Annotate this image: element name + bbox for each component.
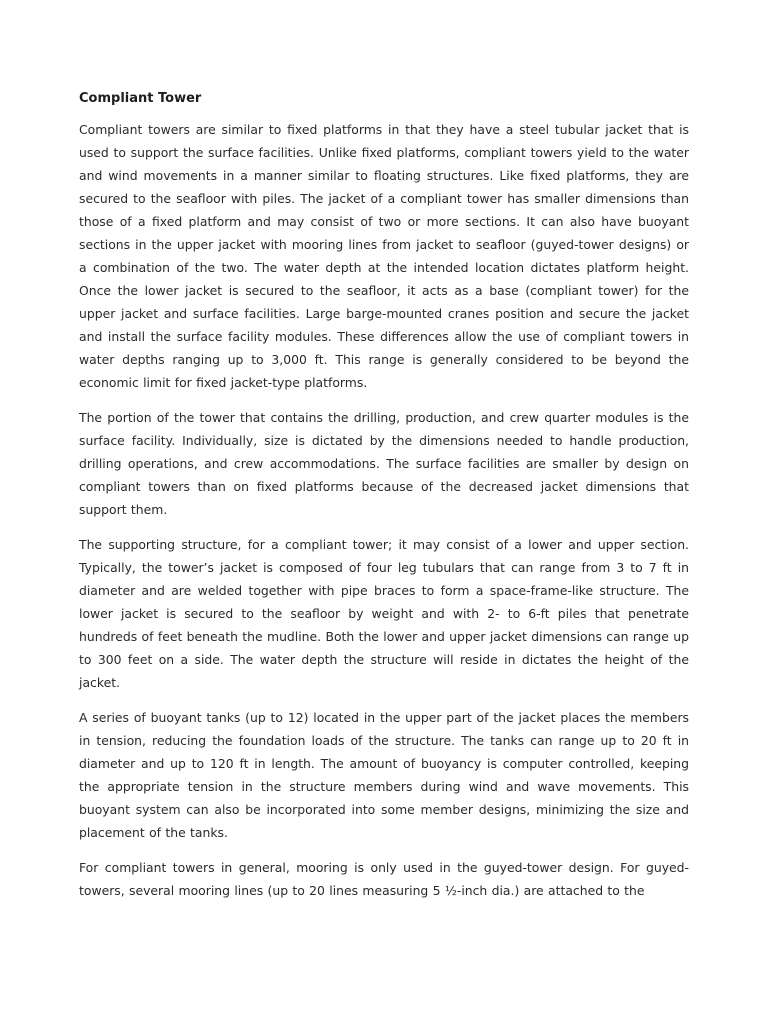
document-page (79, 87, 689, 914)
paragraph-1: Compliant towers are similar to fixed platforms in that they have a steel tubular jacket that is used to support the surface facilities. Unlike fixed platforms, compliant towers yield to the water and wind movements in a manner similar to floating structures. Like fixed platforms, they are secured to the seafloor with piles. The jacket of a compliant tower has smaller dimensions than those of a fixed platform and may consist of two or more sections. It can also have buoyant sections in the upper jacket with mooring lines from jacket to seafloor (guyed-tower designs) or a combination of the two. The water depth at the intended location dictates platform height. Once the lower jacket is secured to the seafloor, it acts as a base (compliant tower) for the upper jacket and surface facilities. Large barge-mounted cranes position and secure the jacket and install the surface facility modules. These differences allow the use of compliant towers in water depths ranging up to 3,000 ft. This range is generally considered to be beyond the economic limit for fixed jacket-type platforms. (79, 122, 689, 390)
document-title: Compliant Tower (79, 91, 202, 106)
paragraph-2: The portion of the tower that contains the drilling, production, and crew quarter modules is the surface facility. Individually, size is dictated by the dimensions needed to handle production, drilling operations, and crew accommodations. The surface facilities are smaller by design on compliant towers than on fixed platforms because of the decreased jacket dimensions that support them. (79, 410, 689, 517)
paragraph-5: For compliant towers in general, mooring is only used in the guyed-tower design. For guyed-towers, several mooring lines (up to 20 lines measuring 5 ½-inch dia.) are attached to the (79, 860, 689, 898)
paragraph-4: A series of buoyant tanks (up to 12) located in the upper part of the jacket places the members in tension, reducing the foundation loads of the structure. The tanks can range up to 20 ft in diameter and up to 120 ft in length. The amount of buoyancy is computer controlled, keeping the appropriate tension in the structure members during wind and wave movements. This buoyant system can also be incorporated into some member designs, minimizing the size and placement of the tanks. (79, 710, 689, 840)
paragraph-3: The supporting structure, for a compliant tower; it may consist of a lower and upper section. Typically, the tower’s jacket is composed of four leg tubulars that can range from 3 to 7 ft in diameter and are welded together with pipe braces to form a space-frame-like structure. The lower jacket is secured to the seafloor by weight and with 2- to 6-ft piles that penetrate hundreds of feet beneath the mudline. Both the lower and upper jacket dimensions can range up to 300 feet on a side. The water depth the structure will reside in dictates the height of the jacket. (79, 537, 689, 690)
